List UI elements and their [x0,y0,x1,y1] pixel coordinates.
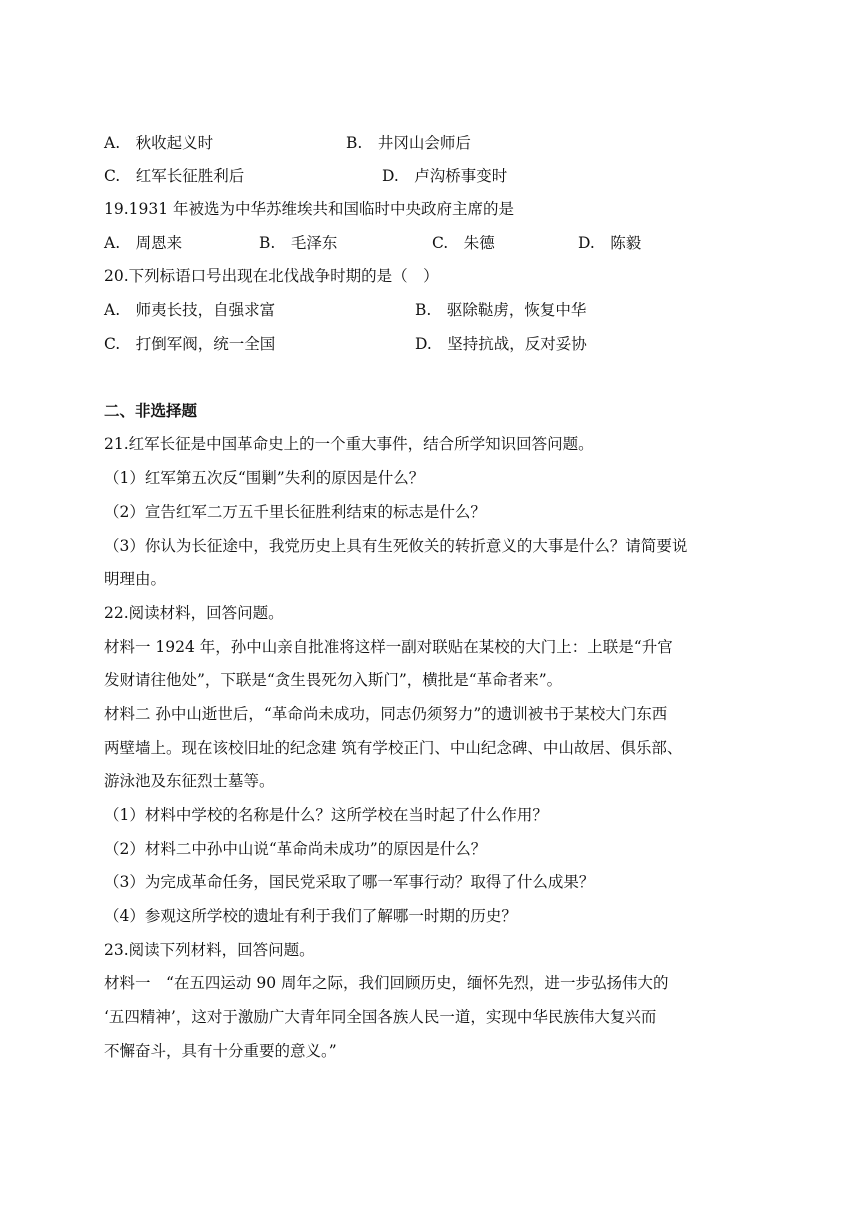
q21-sub3-line2: 明理由。 [104,570,167,588]
q22-material2-line2: 两壁墙上。现在该校旧址的纪念建 筑有学校正门、中山纪念碑、中山故居、俱乐部、 [104,739,683,757]
q21-sub2: （2）宣告红军二万五千里长征胜利结束的标志是什么？ [104,503,486,521]
q20-option-c: C. 打倒军阀，统一全国 [104,335,276,353]
q18-option-a: A. 秋收起义时 [104,134,214,152]
q22-material1-line2: 发财请往他处”，下联是“贪生畏死勿入斯门”，横批是“革命者来”。 [104,671,563,689]
q18-options-row1 [104,132,471,154]
q23-stem: 23.阅读下列材料，回答问题。 [104,941,315,959]
q18-option-b: B. 井冈山会师后 [346,134,471,152]
q20-option-b: B. 驱除鞑虏，恢复中华 [415,301,587,319]
q22-material2-line1: 材料二 孙中山逝世后，“革命尚未成功，同志仍须努力”的遗训被书于某校大门东西 [104,705,668,723]
q20-options-row2 [104,333,587,355]
q22-material2-line3: 游泳池及东征烈士墓等。 [104,772,275,790]
q19-option-d: D. 陈毅 [578,234,642,252]
q22-sub1: （1）材料中学校的名称是什么？这所学校在当时起了什么作用？ [104,806,548,824]
q20-options-row1 [104,299,586,321]
q19-options [104,232,641,254]
q22-sub3: （3）为完成革命任务，国民党采取了哪一军事行动？取得了什么成果？ [104,873,595,891]
section-heading: 二、非选择题 [104,401,198,420]
q20-stem: 20.下列标语口号出现在北伐战争时期的是（ ） [104,267,439,285]
q19-option-a: A. 周恩来 [104,234,183,252]
q23-material1-line2: ‘五四精神’，这对于激励广大青年同全国各族人民一道，实现中华民族伟大复兴而 [104,1008,657,1026]
q19-option-b: B. 毛泽东 [259,234,338,252]
q21-stem: 21.红军长征是中国革命史上的一个重大事件，结合所学知识回答问题。 [104,435,594,453]
q23-material1-line3: 不懈奋斗，具有十分重要的意义。” [104,1042,337,1060]
q20-option-a: A. 师夷长技，自强求富 [104,301,276,319]
q20-option-d: D. 坚持抗战，反对妥协 [415,335,587,353]
q18-option-c: C. 红军长征胜利后 [104,167,245,185]
q21-sub1: （1）红军第五次反“围剿”失利的原因是什么？ [104,469,425,487]
q21-sub3-line1: （3）你认为长征途中，我党历史上具有生死攸关的转折意义的大事是什么？请简要说 [104,537,688,555]
q22-sub4: （4）参观这所学校的遗址有利于我们了解哪一时期的历史？ [104,907,517,925]
q18-option-d: D. 卢沟桥事变时 [382,167,508,185]
q22-stem: 22.阅读材料，回答问题。 [104,604,284,622]
q18-options-row2 [104,165,507,187]
q22-sub2: （2）材料二中孙中山说“革命尚未成功”的原因是什么？ [104,840,487,858]
q22-material1-line1: 材料一 1924 年，孙中山亲自批准将这样一副对联贴在某校的大门上：上联是“升官 [104,638,673,656]
q19-stem: 19.1931 年被选为中华苏维埃共和国临时中央政府主席的是 [104,200,515,218]
q19-option-c: C. 朱德 [432,234,495,252]
q23-material1-line1: 材料一 “在五四运动 90 周年之际，我们回顾历史，缅怀先烈，进一步弘扬伟大的 [104,974,669,992]
